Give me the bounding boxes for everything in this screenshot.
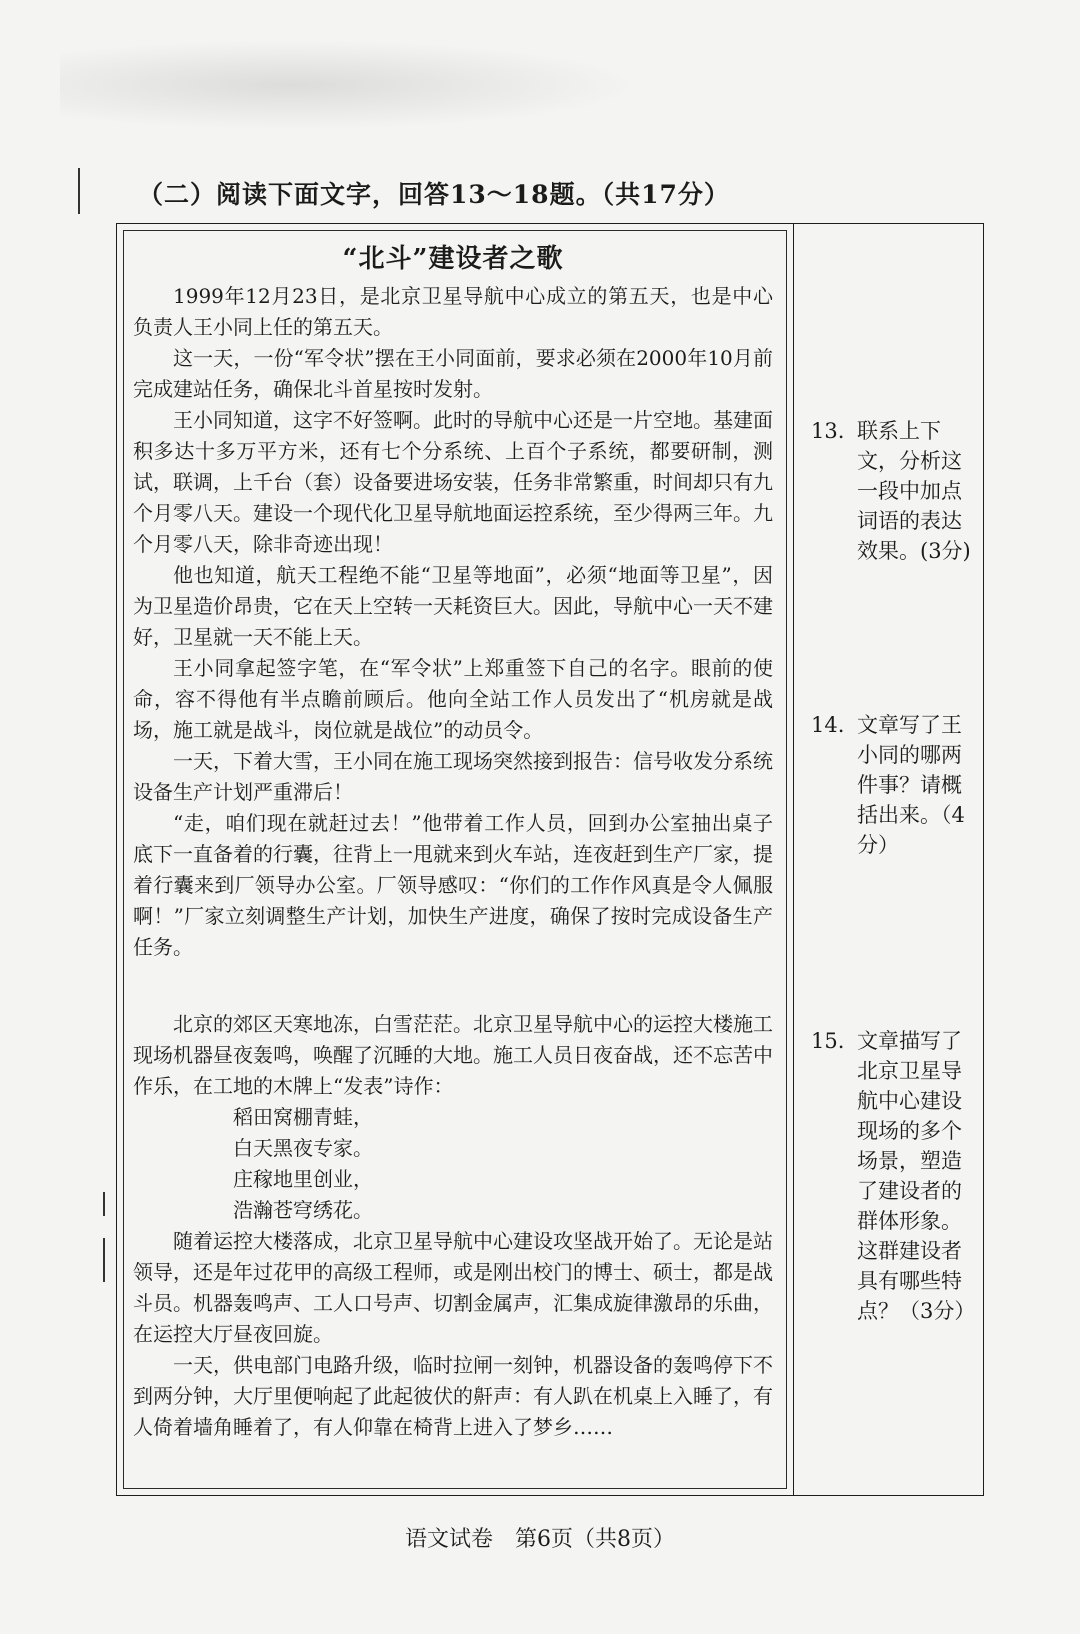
section-heading: （二）阅读下面文字，回答13～18题。（共17分） bbox=[138, 180, 730, 209]
question-number: 13. bbox=[811, 419, 845, 443]
question-number: 14. bbox=[811, 713, 845, 737]
question-text: 文章写了王小同的哪两件事？请概括出来。（4分） bbox=[857, 713, 965, 857]
passage-title: “北斗”建设者之歌 bbox=[342, 244, 564, 274]
reading-passage bbox=[133, 238, 773, 1443]
paragraph: 王小同拿起签字笔，在“军令状”上郑重签下自己的名字。眼前的使命，容不得他有半点瞻前顾后。他向全站工作人员发出了“机房就是战场，施工就是战斗，岗位就是战位”的动员令。 bbox=[133, 656, 773, 742]
question-text: 文章描写了北京卫星导航中心建设现场的多个场景，塑造了建设者的群体形象。这群建设者具有哪些特点？（3分） bbox=[857, 1029, 976, 1323]
paragraph: 这一天，一份“军令状”摆在王小同面前，要求必须在2000年10月前完成建站任务，确保北斗首星按时发射。 bbox=[133, 346, 773, 401]
exam-table bbox=[116, 223, 984, 1496]
question-14 bbox=[811, 710, 979, 860]
poem-line: 浩瀚苍穹绣花。 bbox=[233, 1198, 373, 1222]
paragraph: 一天，下着大雪，王小同在施工现场突然接到报告：信号收发分系统设备生产计划严重滞后！ bbox=[133, 749, 773, 804]
question-text: 联系上下文，分析这一段中加点词语的表达效果。(3分) bbox=[857, 419, 971, 563]
paragraph-question-13-target: 王小同知道，这字不好签啊。此时的导航中心还是一片空地。基建面积多达十多万平方米，还有七个分系统、上百个子系统，都要研制，测试，联调，上千台（套）设备要进场安装，任务非常繁重，时间却只有九个月零八天。建设一个现代化卫星导航地面运控系统，至少得两三年。九个月零八天，除非奇迹出现！ bbox=[133, 408, 773, 556]
margin-mark-lower-2 bbox=[103, 1238, 105, 1282]
paragraph: 随着运控大楼落成，北京卫星导航中心建设攻坚战开始了。无论是站领导，还是年过花甲的高级工程师，或是刚出校门的博士、硕士，都是战斗员。机器轰鸣声、工人口号声、切割金属声，汇集成旋律激昂的乐曲，在运控大厅昼夜回旋。 bbox=[133, 1229, 773, 1346]
column-divider bbox=[793, 224, 794, 1495]
poem-line: 庄稼地里创业， bbox=[233, 1167, 373, 1191]
poem-line: 稻田窝棚青蛙， bbox=[233, 1105, 373, 1129]
margin-mark-top bbox=[78, 168, 80, 214]
paragraph: 一天，供电部门电路升级，临时拉闸一刻钟，机器设备的轰鸣停下不到两分钟，大厅里便响起了此起彼伏的鼾声：有人趴在机桌上入睡了，有人倚着墙角睡着了，有人仰靠在椅背上进入了梦乡…… bbox=[133, 1353, 773, 1439]
question-15 bbox=[811, 1026, 979, 1326]
poem-line: 白天黑夜专家。 bbox=[233, 1136, 373, 1160]
question-column bbox=[799, 224, 983, 1495]
paragraph: 他也知道，航天工程绝不能“卫星等地面”，必须“地面等卫星”，因为卫星造价昂贵，它在天上空转一天耗资巨大。因此，导航中心一天不建好，卫星就一天不能上天。 bbox=[133, 563, 773, 649]
scan-smudge bbox=[60, 40, 640, 130]
question-number: 15. bbox=[811, 1029, 845, 1053]
margin-mark-lower-1 bbox=[103, 1192, 105, 1216]
question-13 bbox=[811, 416, 979, 566]
paragraph: “走，咱们现在就赶过去！”他带着工作人员，回到办公室抽出桌子底下一直备着的行囊，往背上一甩就来到火车站，连夜赶到生产厂家，提着行囊来到厂领导办公室。厂领导感叹：“你们的工作作风真是令人佩服啊！”厂家立刻调整生产计划，加快生产进度，确保了按时完成设备生产任务。 bbox=[133, 811, 773, 959]
paragraph: 北京的郊区天寒地冻，白雪茫茫。北京卫星导航中心的运控大楼施工现场机器昼夜轰鸣，唤醒了沉睡的大地。施工人员日夜奋战，还不忘苦中作乐，在工地的木牌上“发表”诗作： bbox=[133, 1012, 773, 1098]
paragraph: 1999年12月23日，是北京卫星导航中心成立的第五天，也是中心负责人王小同上任的第五天。 bbox=[133, 284, 773, 339]
page-footer: 语文试卷 第6页（共8页） bbox=[405, 1527, 675, 1552]
